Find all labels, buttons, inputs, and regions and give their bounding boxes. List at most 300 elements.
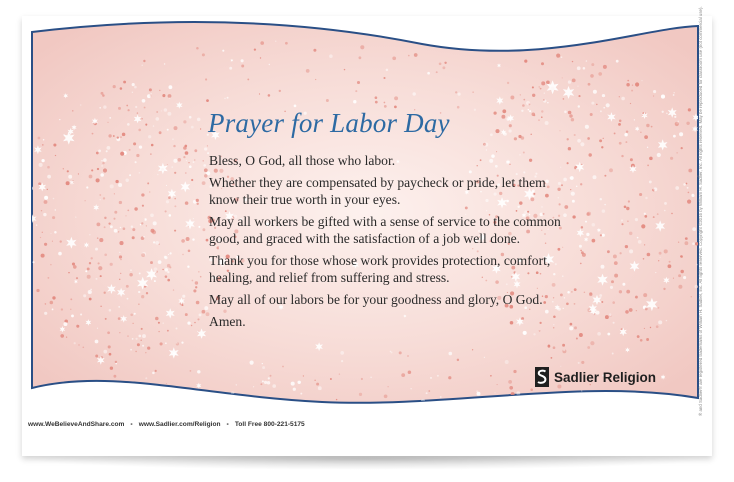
sparkle-dot — [664, 210, 666, 212]
sparkle-dot — [574, 288, 577, 291]
sparkle-dot — [614, 132, 616, 134]
sparkle-dot — [104, 226, 106, 228]
sparkle-dot — [272, 384, 276, 388]
sparkle-dot — [103, 197, 105, 199]
sparkle-dot — [166, 200, 169, 203]
sparkle-dot — [99, 194, 101, 196]
sparkle-dot — [97, 168, 99, 170]
sparkle-dot — [106, 150, 108, 152]
sparkle-dot — [574, 303, 576, 305]
sparkle-dot — [569, 326, 573, 330]
sparkle-dot — [674, 116, 676, 118]
sparkle-dot — [106, 146, 110, 150]
sparkle-dot — [43, 139, 45, 141]
sparkle-dot — [47, 189, 48, 190]
sparkle-dot — [145, 352, 147, 354]
sparkle-dot — [47, 175, 51, 179]
sparkle-dot — [119, 279, 120, 280]
sparkle-dot — [155, 117, 159, 121]
sparkle-dot — [126, 285, 129, 288]
sparkle-dot — [532, 86, 534, 88]
sparkle-dot — [597, 332, 601, 336]
sparkle-dot — [670, 157, 673, 160]
sparkle-dot — [101, 165, 103, 167]
sparkle-dot — [197, 318, 199, 320]
sparkle-dot — [710, 184, 712, 187]
sparkle-dot — [166, 383, 167, 384]
sparkle-dot — [619, 120, 622, 123]
sparkle-dot — [653, 90, 656, 93]
sparkle-dot — [89, 234, 90, 235]
sparkle-dot — [139, 172, 141, 174]
sparkle-dot — [184, 145, 187, 148]
sparkle-dot — [135, 161, 137, 163]
sparkle-dot — [118, 107, 121, 110]
sparkle-dot — [113, 135, 115, 137]
sparkle-dot — [577, 139, 581, 143]
sparkle-dot — [141, 118, 142, 119]
sparkle-dot — [120, 273, 121, 274]
sparkle-dot — [621, 219, 623, 221]
sparkle-dot — [578, 105, 580, 107]
sparkle-dot — [173, 145, 175, 147]
sparkle-dot — [29, 186, 33, 190]
sparkle-dot — [688, 192, 690, 194]
sparkle-dot — [247, 78, 249, 80]
sparkle-dot — [141, 193, 144, 196]
sparkle-dot — [541, 116, 543, 118]
sparkle-dot — [129, 149, 131, 151]
logo-wordmark: Sadlier Religion — [554, 369, 657, 385]
sparkle-dot — [644, 213, 646, 215]
sparkle-dot — [132, 83, 135, 86]
sparkle-dot — [167, 164, 168, 165]
sparkle-dot — [118, 183, 122, 187]
sparkle-dot — [577, 66, 581, 70]
sparkle-dot — [626, 83, 629, 86]
sparkle-dot — [579, 333, 583, 337]
sparkle-dot — [529, 110, 531, 112]
sparkle-dot — [22, 277, 25, 281]
sparkle-dot — [143, 236, 145, 238]
sparkle-dot — [66, 181, 70, 185]
sparkle-dot — [136, 154, 139, 157]
sparkle-dot — [708, 167, 711, 170]
sparkle-dot — [250, 361, 254, 365]
sparkle-dot — [609, 168, 613, 172]
sparkle-dot — [186, 237, 190, 241]
sparkle-dot — [401, 373, 405, 377]
sparkle-dot — [138, 335, 141, 338]
sparkle-dot — [22, 219, 24, 221]
sparkle-dot — [212, 397, 215, 400]
sparkle-dot — [50, 264, 52, 266]
sparkle-dot — [207, 145, 208, 146]
sparkle-dot — [141, 253, 145, 257]
sparkle-dot — [115, 361, 117, 363]
sparkle-dot — [104, 292, 106, 294]
sparkle-dot — [570, 323, 573, 326]
sparkle-dot — [571, 291, 573, 293]
sparkle-dot — [119, 255, 122, 258]
sparkle-dot — [125, 178, 128, 181]
sparkle-dot — [616, 60, 619, 63]
sparkle-dot — [603, 138, 604, 139]
sparkle-dot — [130, 313, 133, 316]
sparkle-dot — [651, 126, 653, 128]
sparkle-dot — [275, 41, 276, 42]
sparkle-dot — [132, 92, 133, 93]
sparkle-dot — [59, 119, 60, 120]
sparkle-dot — [259, 93, 260, 94]
sparkle-dot — [129, 174, 131, 176]
sparkle-dot — [611, 280, 614, 283]
sparkle-dot — [229, 67, 232, 70]
sparkle-dot — [593, 175, 597, 179]
sparkle-dot — [572, 200, 575, 203]
sparkle-dot — [172, 166, 173, 167]
sparkle-dot — [433, 43, 435, 45]
sparkle-dot — [661, 95, 665, 99]
sparkle-dot — [133, 142, 136, 145]
sparkle-dot — [668, 264, 672, 268]
sparkle-dot — [580, 250, 582, 252]
sparkle-dot — [88, 290, 92, 294]
sparkle-dot — [602, 209, 606, 213]
sparkle-dot — [353, 100, 356, 103]
sparkle-dot — [142, 205, 144, 207]
sparkle-dot — [67, 170, 69, 172]
sparkle-dot — [45, 303, 47, 305]
footer — [28, 421, 305, 428]
sparkle-dot — [627, 220, 629, 222]
sparkle-dot — [646, 338, 649, 341]
sparkle-dot — [85, 200, 86, 201]
sparkle-dot — [530, 134, 531, 135]
sparkle-dot — [671, 213, 672, 214]
sparkle-dot — [47, 277, 49, 279]
sparkle-dot — [355, 90, 357, 92]
sparkle-dot — [200, 128, 201, 129]
sparkle-dot — [304, 403, 307, 406]
sparkle-dot — [563, 98, 565, 100]
footer-link-sadlier[interactable]: www.Sadlier.com/Religion — [138, 421, 221, 428]
sparkle-dot — [637, 335, 639, 337]
sparkle-dot — [581, 226, 583, 228]
sparkle-dot — [387, 386, 388, 387]
sparkle-dot — [227, 97, 229, 99]
sparkle-dot — [153, 125, 154, 126]
sparkle-dot — [150, 213, 154, 217]
sparkle-dot — [625, 310, 629, 314]
sparkle-dot — [407, 355, 408, 356]
sparkle-dot — [183, 156, 185, 158]
sparkle-dot — [357, 81, 360, 84]
sparkle-dot — [660, 257, 661, 258]
sparkle-dot — [510, 96, 514, 100]
sparkle-dot — [260, 41, 264, 45]
sparkle-dot — [673, 94, 675, 96]
sparkle-dot — [89, 298, 92, 301]
sparkle-dot — [253, 386, 254, 387]
sparkle-dot — [141, 295, 144, 298]
sparkle-dot — [329, 54, 333, 58]
sparkle-dot — [120, 259, 121, 260]
sparkle-dot — [196, 301, 200, 305]
sparkle-dot — [44, 312, 47, 315]
prayer-line: May all of our labors be for your goodness and glory, O God. — [209, 292, 543, 307]
sparkle-dot — [154, 267, 158, 271]
sparkle-dot — [193, 218, 194, 219]
sparkle-dot — [182, 295, 185, 298]
sparkle-dot — [204, 147, 207, 150]
sparkle-dot — [609, 313, 612, 316]
sparkle-dot — [604, 175, 606, 177]
sparkle-dot — [119, 332, 120, 333]
sparkle-dot — [574, 134, 576, 136]
sparkle-dot — [691, 194, 694, 197]
sparkle-dot — [174, 198, 176, 200]
sparkle-dot — [197, 203, 199, 205]
footer-phone: Toll Free 800-221-5175 — [234, 421, 305, 428]
sparkle-dot — [426, 392, 428, 394]
sparkle-dot — [602, 94, 605, 97]
sparkle-dot — [105, 318, 107, 320]
sparkle-dot — [541, 81, 545, 85]
sparkle-dot — [204, 306, 208, 310]
sparkle-dot — [181, 342, 183, 344]
sparkle-dot — [142, 65, 143, 66]
sparkle-dot — [576, 186, 577, 187]
sparkle-dot — [110, 225, 113, 228]
sparkle-dot — [165, 342, 167, 344]
sparkle-dot — [41, 159, 44, 162]
sparkle-dot — [269, 64, 270, 65]
sparkle-dot — [73, 265, 77, 269]
sparkle-dot — [185, 313, 188, 316]
sparkle-dot — [562, 77, 563, 78]
sparkle-dot — [571, 192, 575, 196]
sparkle-dot — [601, 265, 605, 269]
sparkle-dot — [624, 133, 627, 136]
sparkle-dot — [108, 134, 111, 137]
sparkle-dot — [96, 278, 98, 280]
sparkle-dot — [55, 155, 56, 156]
sparkle-dot — [70, 309, 71, 310]
sparkle-dot — [60, 240, 62, 242]
sparkle-dot — [58, 252, 62, 256]
prayer-card — [22, 6, 712, 456]
sparkle-dot — [24, 254, 27, 257]
sparkle-dot — [167, 271, 169, 273]
sparkle-dot — [678, 121, 679, 122]
sparkle-dot — [36, 224, 37, 225]
sparkle-dot — [706, 248, 708, 250]
sparkle-dot — [178, 158, 182, 162]
sparkle-dot — [141, 328, 143, 330]
sparkle-dot — [610, 286, 613, 289]
sparkle-dot — [673, 278, 674, 279]
sparkle-dot — [186, 160, 187, 161]
sparkle-dot — [675, 122, 679, 126]
sparkle-dot — [41, 254, 45, 258]
sparkle-dot — [685, 241, 689, 245]
footer-link-webelieve[interactable]: www.WeBelieveAndShare.com — [28, 421, 125, 428]
sparkle-dot — [55, 209, 56, 210]
sparkle-dot — [624, 206, 627, 209]
sparkle-dot — [155, 241, 159, 245]
sparkle-dot — [168, 196, 171, 199]
sparkle-dot — [264, 381, 267, 384]
sparkle-dot — [513, 370, 516, 373]
sparkle-dot — [645, 197, 647, 199]
sparkle-dot — [685, 238, 687, 240]
sparkle-dot — [118, 317, 121, 320]
sparkle-dot — [508, 129, 511, 132]
sparkle-dot — [502, 46, 504, 48]
sparkle-dot — [183, 120, 186, 123]
sparkle-dot — [585, 221, 587, 223]
sparkle-dot — [477, 392, 481, 396]
prayer-line-amen: Amen. — [209, 314, 246, 329]
sparkle-dot — [318, 386, 322, 390]
sparkle-dot — [130, 270, 131, 271]
sparkle-dot — [110, 367, 113, 370]
sparkle-dot — [155, 317, 159, 321]
sparkle-dot — [360, 45, 364, 49]
sparkle-dot — [437, 375, 439, 377]
sparkle-dot — [222, 50, 224, 52]
sparkle-dot — [501, 115, 505, 119]
sparkle-dot — [165, 275, 168, 278]
sparkle-dot — [556, 54, 560, 58]
sparkle-dot — [581, 251, 584, 254]
sparkle-dot — [585, 125, 589, 129]
sparkle-dot — [625, 141, 627, 143]
sparkle-dot — [241, 59, 244, 62]
sparkle-dot — [300, 393, 302, 395]
sparkle-dot — [128, 109, 130, 111]
sparkle-dot — [85, 270, 87, 272]
sparkle-dot — [206, 239, 209, 242]
sparkle-dot — [82, 346, 84, 348]
sparkle-dot — [598, 72, 602, 76]
sparkle-dot — [688, 108, 691, 111]
sparkle-dot — [532, 94, 535, 97]
sparkle-dot — [497, 384, 498, 385]
sparkle-dot — [658, 320, 662, 324]
sparkle-dot — [170, 252, 172, 254]
sparkle-dot — [544, 92, 545, 93]
sparkle-dot — [571, 118, 574, 121]
sparkle-dot — [538, 119, 539, 120]
sparkle-dot — [47, 166, 50, 169]
sparkle-dot — [108, 345, 111, 348]
sparkle-dot — [659, 252, 662, 255]
sparkle-dot — [147, 346, 150, 349]
sparkle-dot — [185, 151, 189, 155]
sparkle-dot — [653, 216, 655, 218]
sparkle-dot — [80, 313, 82, 315]
sparkle-dot — [202, 181, 206, 185]
sparkle-dot — [120, 227, 122, 229]
sparkle-dot — [127, 123, 130, 126]
sparkle-dot — [134, 313, 136, 315]
sparkle-dot — [188, 250, 191, 253]
sparkle-dot — [114, 211, 117, 214]
sparkle-dot — [150, 261, 153, 264]
sparkle-dot — [109, 117, 111, 119]
sparkle-dot — [568, 147, 571, 150]
sparkle-dot — [494, 392, 495, 393]
sparkle-dot — [254, 48, 256, 50]
sparkle-dot — [25, 202, 28, 205]
sparkle-dot — [103, 168, 107, 172]
sparkle-dot — [150, 93, 151, 94]
sparkle-dot — [189, 116, 192, 119]
sparkle-dot — [680, 270, 683, 273]
sparkle-dot — [115, 363, 117, 365]
sparkle-dot — [562, 344, 565, 347]
sparkle-dot — [196, 199, 199, 202]
sparkle-dot — [687, 200, 691, 204]
sparkle-dot — [185, 172, 187, 174]
sparkle-dot — [162, 94, 165, 97]
sparkle-dot — [200, 276, 202, 278]
sparkle-dot — [181, 239, 185, 243]
sparkle-dot — [118, 231, 119, 232]
sparkle-dot — [599, 294, 602, 297]
sparkle-dot — [530, 388, 533, 391]
sparkle-dot — [669, 261, 671, 263]
sparkle-dot — [644, 244, 645, 245]
sparkle-dot — [72, 110, 73, 111]
sparkle-dot — [167, 330, 169, 332]
sparkle-dot — [42, 232, 43, 233]
sparkle-dot — [339, 373, 340, 374]
sparkle-dot — [118, 306, 120, 308]
sparkle-dot — [192, 280, 194, 282]
sparkle-dot — [502, 109, 506, 113]
sparkle-dot — [551, 357, 553, 359]
sparkle-dot — [23, 239, 25, 241]
sparkle-dot — [71, 314, 74, 317]
sparkle-dot — [108, 222, 110, 224]
sparkle-dot — [134, 86, 137, 89]
sparkle-dot — [114, 193, 115, 194]
sparkle-dot — [158, 331, 159, 332]
sparkle-dot — [52, 309, 54, 311]
sparkle-dot — [330, 378, 332, 380]
sparkle-dot — [545, 121, 549, 125]
sparkle-dot — [679, 132, 683, 136]
sparkle-dot — [66, 337, 67, 338]
sparkle-dot — [41, 210, 42, 211]
sparkle-dot — [158, 322, 160, 324]
sparkle-dot — [187, 266, 189, 268]
sparkle-dot — [260, 57, 261, 58]
sparkle-dot — [630, 103, 631, 104]
sparkle-dot — [708, 215, 711, 218]
sparkle-dot — [117, 136, 119, 138]
sparkle-dot — [548, 345, 551, 348]
sparkle-dot — [119, 241, 123, 245]
sparkle-dot — [588, 153, 591, 156]
sparkle-dot — [522, 397, 524, 399]
sparkle-dot — [40, 237, 41, 238]
sparkle-dot — [168, 254, 169, 255]
sparkle-dot — [644, 215, 647, 218]
